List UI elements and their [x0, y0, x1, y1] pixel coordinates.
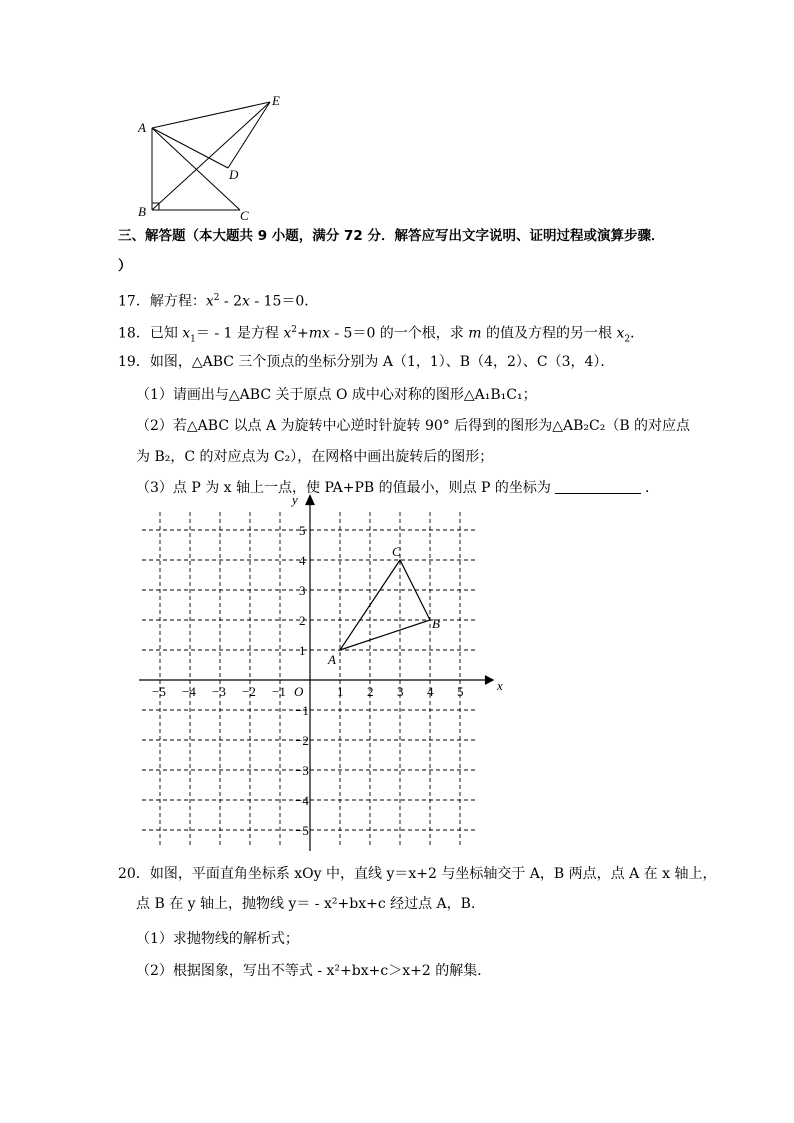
x-tick-label: 4 [427, 684, 434, 699]
question-19: 19．如图，△ABC 三个顶点的坐标分别为 A（1，1）、B（4，2）、C（3，4）． [118, 354, 615, 370]
x-tick-label: 3 [397, 684, 404, 699]
y-tick-label: 4 [299, 553, 306, 568]
x-tick-label: −1 [272, 684, 286, 699]
y-tick-label: −5 [295, 823, 309, 838]
geometry-figure [130, 92, 300, 222]
origin-label: O [294, 684, 304, 699]
question-18: 18．已知 $x_1= - 1$ 是方程 $x^2+mx - 5=0$ 的一个根，求 m 的值及方程的另一根 $x_2$． [118, 325, 645, 345]
question-20-part-2: （2）根据图象，写出不等式 - x²+bx+c＞x+2 的解集． [136, 963, 492, 979]
question-19-part-2a: （2）若△ABC 以点 A 为旋转中心逆时针旋转 90° 后得到的图形为△AB₂C₂（B 的对应点 [136, 418, 691, 434]
y-tick-label: −4 [295, 793, 309, 808]
label-C: C [240, 208, 249, 223]
x-axis-label: x [497, 678, 503, 693]
y-tick-label: −3 [295, 763, 309, 778]
section-heading-close: ） [118, 258, 132, 274]
y-tick-label: −2 [295, 733, 309, 748]
question-20-line-2: 点 B 在 y 轴上，抛物线 y＝ - x²+bx+c 经过点 A，B． [136, 896, 485, 912]
x-axis-arrow [486, 676, 494, 684]
question-19-part-2b: 为 B₂，C 的对应点为 C₂），在网格中画出旋转后的图形； [136, 449, 494, 465]
label-E: E [272, 93, 280, 108]
vertex-label-C: C [392, 544, 401, 559]
x-tick-label: −3 [212, 684, 226, 699]
y-tick-label: −1 [295, 703, 309, 718]
x-tick-label: 5 [457, 684, 464, 699]
vertex-label-A: A [328, 652, 336, 667]
label-D: D [229, 167, 239, 182]
x-tick-label: 2 [367, 684, 374, 699]
label-B: B [138, 204, 146, 219]
triangle-abc [340, 560, 430, 650]
y-tick-label: 1 [299, 643, 306, 658]
x-tick-label: −5 [152, 684, 166, 699]
x-tick-label: 1 [337, 684, 344, 699]
y-tick-label: 5 [299, 523, 306, 538]
coordinate-grid [130, 492, 503, 858]
question-20: 20．如图，平面直角坐标系 xOy 中，直线 y＝x+2 与坐标轴交于 A，B 两点，点 A 在 x 轴上， [118, 866, 717, 882]
question-19-part-1: （1）请画出与△ABC 关于原点 O 成中心对称的图形△A₁B₁C₁； [136, 387, 537, 403]
section-heading: 三、解答题（本大题共 9 小题，满分 72 分．解答应写出文字说明、证明过程或演算步骤． [118, 228, 665, 244]
question-19-part-3: （3）点 P 为 x 轴上一点，使 PA+PB 的值最小，则点 P 的坐标为 ． [136, 480, 659, 496]
y-axis-label: y [292, 492, 298, 507]
question-17: 17．解方程：$x^2 - 2x - 15=0$． [118, 293, 319, 310]
y-tick-label: 3 [299, 583, 306, 598]
vertex-label-B: B [432, 616, 440, 631]
x-tick-label: −2 [242, 684, 256, 699]
label-A: A [138, 120, 146, 135]
question-20-part-1: （1）求抛物线的解析式； [136, 931, 299, 947]
answer-blank[interactable] [555, 479, 641, 494]
x-tick-label: −4 [182, 684, 196, 699]
y-tick-label: 2 [299, 613, 306, 628]
